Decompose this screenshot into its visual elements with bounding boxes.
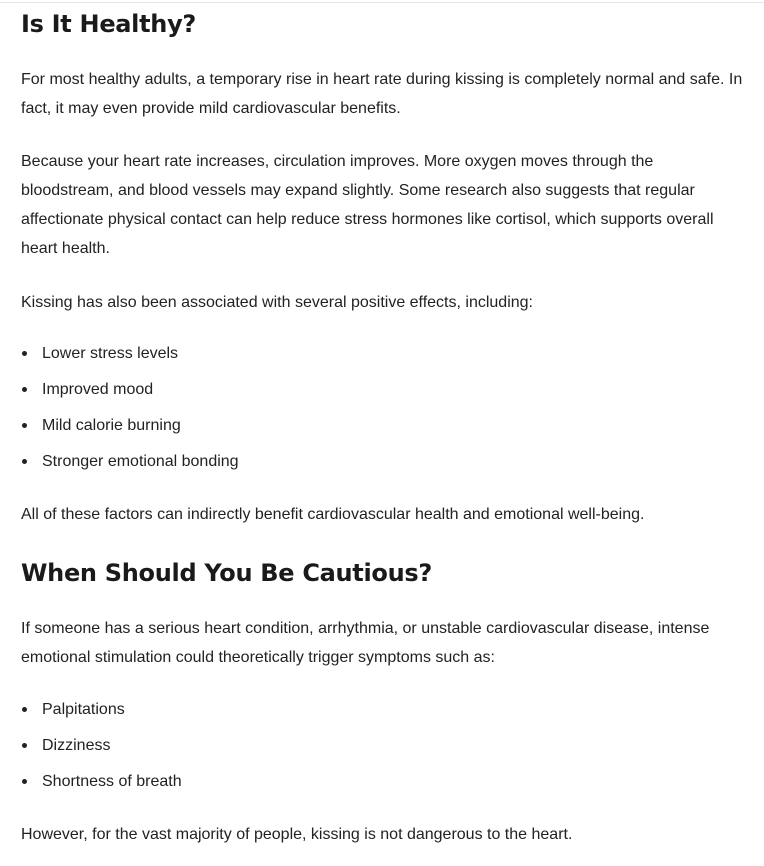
paragraph-normal-and-safe: For most healthy adults, a temporary rise in heart rate during kissing is completely normal and safe. In fact, it may even provide mild cardiovascular benefits. [21,71,743,117]
bullet-icon [22,423,27,428]
bullet-icon [22,351,27,356]
bullet-icon [22,387,27,392]
bullet-icon [22,779,27,784]
symptoms-list [21,700,746,808]
paragraph-heart-condition: If someone has a serious heart condition, arrhythmia, or unstable cardiovascular disease, intense emotional stimulation could theoretically trigger symptoms such as: [21,620,710,666]
paragraph-not-dangerous: However, for the vast majority of people, kissing is not dangerous to the heart. [21,826,573,843]
list-item-text: Mild calorie burning [42,417,181,434]
list-item-text: Lower stress levels [42,345,179,362]
list-item-text: Palpitations [42,701,125,718]
list-item-text: Dizziness [42,737,111,754]
list-item [21,380,746,416]
list-item [21,772,746,808]
list-item [21,700,746,736]
bullet-icon [22,743,27,748]
paragraph-indirect-benefits: All of these factors can indirectly benefit cardiovascular health and emotional well-being. [21,506,645,523]
paragraph-positive-effects-intro: Kissing has also been associated with several positive effects, including: [21,294,533,311]
bullet-icon [22,707,27,712]
list-item [21,416,746,452]
paragraph-circulation: Because your heart rate increases, circulation improves. More oxygen moves through the bloodstream, and blood vessels may expand slightly. Some research also suggests that regular affectionate physical contact can help reduce stress hormones like cortisol, which supports overall heart health. [21,153,714,257]
list-item [21,344,746,380]
section-heading-when-cautious: When Should You Be Cautious? [21,559,432,587]
list-item-text: Stronger emotional bonding [42,453,239,470]
list-item [21,736,746,772]
list-item-text: Shortness of breath [42,773,182,790]
list-item-text: Improved mood [42,381,154,398]
positive-effects-list [21,344,746,488]
list-item [21,452,746,488]
top-divider [0,2,764,3]
bullet-icon [22,459,27,464]
section-heading-is-it-healthy: Is It Healthy? [21,10,197,38]
